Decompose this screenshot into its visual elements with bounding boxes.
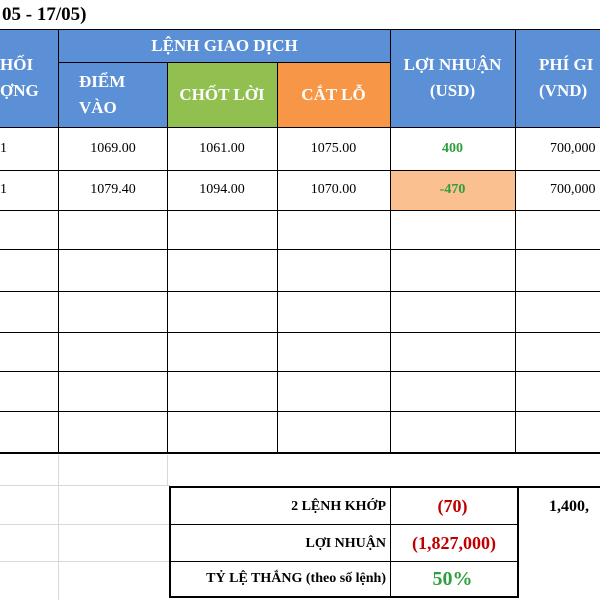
table-border [58,29,59,454]
table-border [0,452,600,454]
gridline [167,455,168,485]
table-border [0,127,600,128]
row1-profit[interactable]: 400 [442,140,463,156]
gridline [0,561,170,562]
summary-profit-value[interactable]: (1,827,000) [412,533,496,553]
table-border [0,249,600,250]
table-border [0,29,600,30]
table-border [0,291,600,292]
row1-stop-loss[interactable]: 1075.00 [310,140,357,156]
header-stop-loss: CẮT LỖ [277,62,390,127]
header-entry [59,62,167,127]
summary-border [517,486,519,598]
row2-fee[interactable]: 700,000 [550,182,596,197]
gridline [0,524,170,525]
row2-lot[interactable]: 1 [0,182,7,197]
header-fee-line1: PHÍ GI [539,55,594,74]
summary-matched-value[interactable]: (70) [437,496,468,516]
table-border [390,29,391,454]
table-border [0,210,600,211]
summary-matched-label: 2 LỆNH KHỚP [291,498,386,514]
summary-winrate-label: TỶ LỆ THẮNG (theo số lệnh) [206,571,386,586]
sheet-title: 05 - 17/05) [2,4,87,25]
summary-border [170,524,518,525]
gridline [0,485,170,486]
header-profit-line2: (USD) [429,81,476,100]
table-border [0,332,600,333]
header-fee-line2: (VND) [539,81,588,100]
row2-stop-loss[interactable]: 1070.00 [310,182,357,197]
table-border [0,170,600,171]
row1-lot[interactable]: 1 [0,140,7,156]
header-entry-line2: VÀO [79,97,117,117]
row1-fee[interactable]: 700,000 [550,140,596,156]
summary-border [170,596,518,598]
summary-border [390,486,391,598]
summary-profit-label: LỢI NHUẬN [305,535,386,551]
table-border [167,62,168,454]
summary-border [169,486,171,598]
row2-profit[interactable]: -470 [439,182,466,197]
row1-take-profit[interactable]: 1061.00 [199,140,245,156]
table-border [0,371,600,372]
gridline [58,455,59,600]
summary-border [170,486,600,488]
summary-border [170,561,518,562]
row2-take-profit[interactable]: 1094.00 [199,182,245,197]
row1-entry[interactable]: 1069.00 [90,140,136,156]
header-profit-line1: LỢI NHUẬN [403,55,502,74]
table-border [277,62,278,454]
table-border [515,29,516,454]
summary-matched-fee[interactable]: 1,400, [549,497,589,515]
header-profit [390,29,515,127]
header-entry-line1: ĐIỂM [79,71,126,91]
header-take-profit: CHỐT LỜI [167,62,277,127]
header-volume [0,29,59,127]
header-volume-line1: HỐI [0,55,34,74]
header-fee [515,29,600,127]
header-volume-line2: ỢNG [0,81,39,100]
header-order-group: LỆNH GIAO DỊCH [59,29,390,62]
table-border [59,62,390,63]
row2-entry[interactable]: 1079.40 [90,182,136,197]
table-border [0,411,600,412]
summary-winrate-value[interactable]: 50% [432,567,473,590]
